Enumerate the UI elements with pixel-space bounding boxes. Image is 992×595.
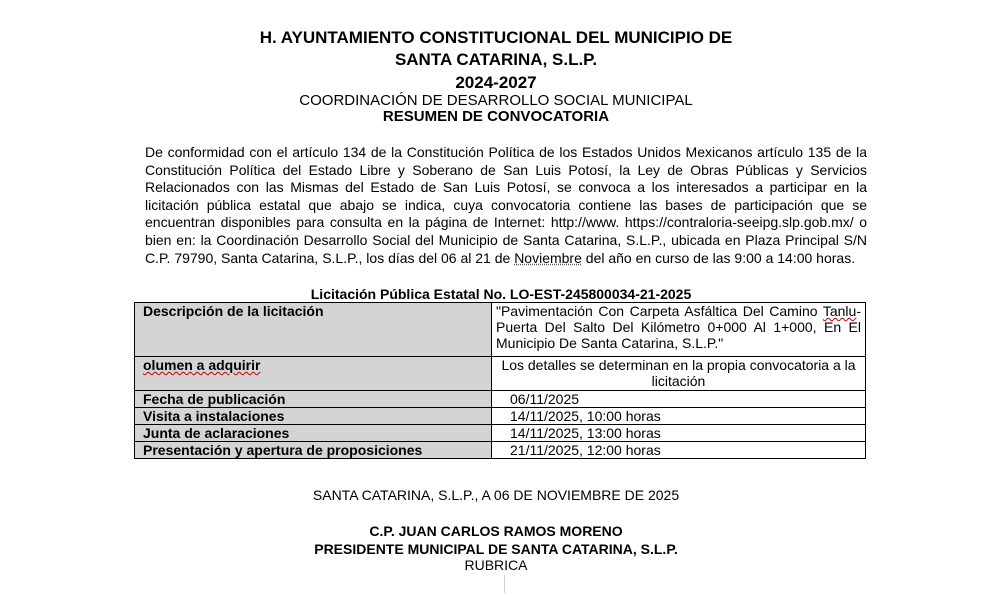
row-label [135,357,492,391]
legal-paragraph [145,144,867,267]
table-row [135,391,866,408]
tender-table [134,302,866,459]
table-row [135,442,866,459]
row-value: 06/11/2025 [492,391,866,408]
table-row [135,408,866,425]
row-value: 21/11/2025, 12:00 horas [492,442,866,459]
paragraph-text-1: De conformidad con el artículo 134 de la Constitución Política de los Estados Unidos Mexicanos artículo 135 de la Constitución Política del Estado Libre y Soberano de San Luis Potosí, la Ley de Obras Públicas y Servicios Relacionados con las Mismas del Estado de San Luis Potosí, se convoca a los interesados a participar en la licitación pública estatal que abajo se indica, cuya convocatoria contiene las bases de participación que se encuentran disponibles para consulta en la página de Internet: http://www. https://contraloria-seeipg.slp.gob.mx/ o bien en: la Coordinación Desarrollo Social del Municipio de Santa Catarina, S.L.P., ubicada en Plaza Principal S/N C.P. 79790, Santa Catarina, S.L.P., los días del 06 al 21 de [145,144,867,266]
rubric-label: RUBRICA [464,557,528,573]
row-value [492,303,866,357]
description-text-2: -Puerta Del Salto Del Kilómetro 0+000 Al 1+000, En El Municipio De Santa Catarina, S.L.P." [496,303,861,351]
volume-label: olumen a adquirir [143,357,261,373]
row-label: Visita a instalaciones [135,408,492,425]
row-label: Junta de aclaraciones [135,425,492,442]
table-row [135,425,866,442]
text-cursor [504,575,505,593]
paragraph-month: Noviembre [514,249,582,266]
table-row [135,303,866,357]
row-value: 14/11/2025, 13:00 horas [492,425,866,442]
department-name: COORDINACIÓN DE DESARROLLO SOCIAL MUNICIPAL [299,92,693,109]
row-label: Descripción de la licitación [135,303,492,357]
place-and-date: SANTA CATARINA, S.L.P., A 06 DE NOVIEMBRE DE 2025 [312,487,680,503]
signer-role: PRESIDENTE MUNICIPAL DE SANTA CATARINA, S.L.P. [314,541,678,557]
row-label: Fecha de publicación [135,391,492,408]
paragraph-text-2: del año en curso de las 9:00 a 14:00 horas. [581,249,856,266]
table-row [135,357,866,391]
row-label: Presentación y apertura de proposiciones [135,442,492,459]
description-text-1: "Pavimentación Con Carpeta Asfáltica Del Camino [496,303,823,319]
administration-period: 2024-2027 [455,73,537,92]
signer-name: C.P. JUAN CARLOS RAMOS MORENO [369,523,623,539]
row-value: Los detalles se determinan en la propia convocatoria a la licitación [492,357,866,391]
document-subtitle: RESUMEN DE CONVOCATORIA [382,108,610,125]
tender-title: Licitación Pública Estatal No. LO-EST-245800034-21-2025 [310,286,692,302]
municipality-state: SANTA CATARINA, S.L.P. [394,50,598,69]
description-word: Tanlu [822,303,857,319]
row-value: 14/11/2025, 10:00 horas [492,408,866,425]
municipality-title: H. AYUNTAMIENTO CONSTITUCIONAL DEL MUNICIPIO DE [259,28,733,47]
